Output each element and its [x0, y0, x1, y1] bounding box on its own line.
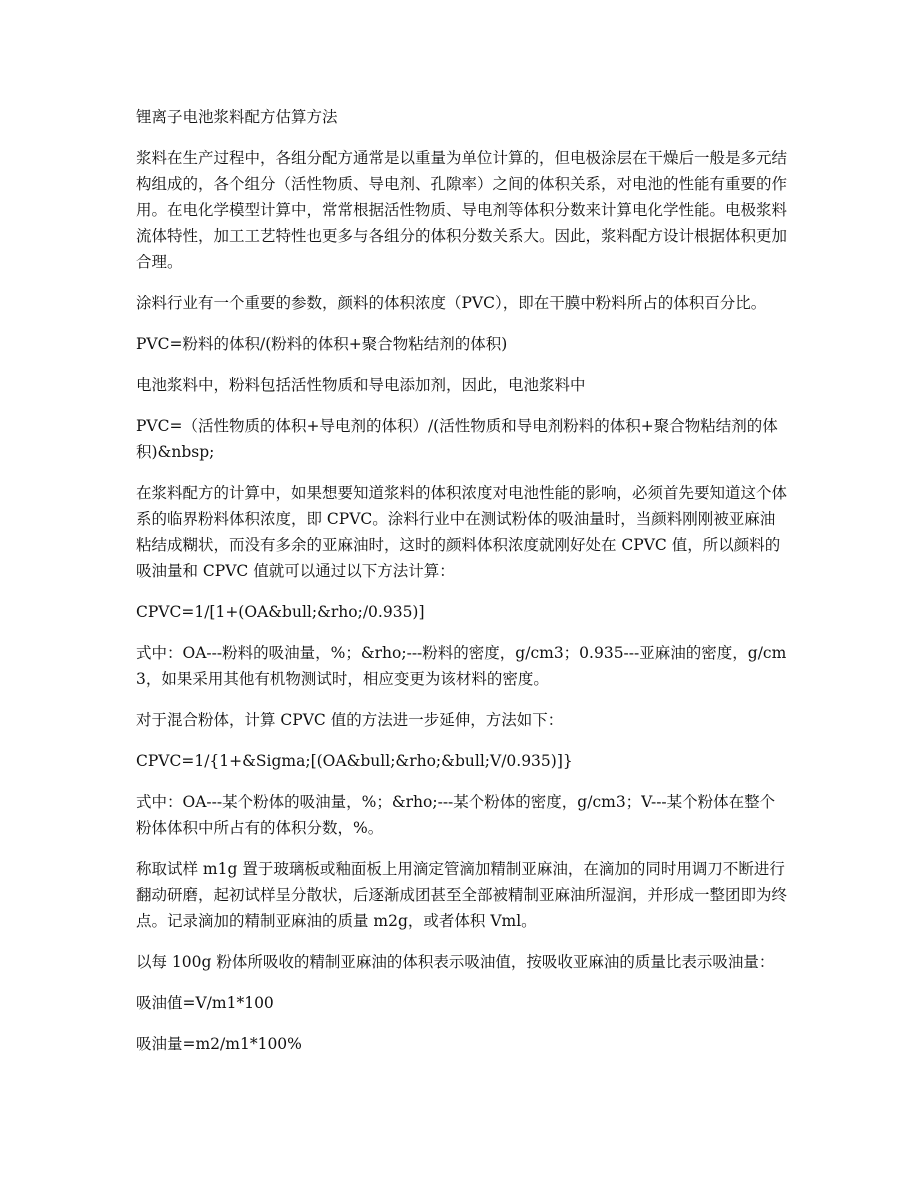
formula-pvc-battery: PVC=（活性物质的体积+导电剂的体积）/(活性物质和导电剂粉料的体积+聚合物粘结剂的体积)&nbsp; [136, 417, 778, 461]
paragraph-cpvc-legend: 式中：OA---粉料的吸油量，%；&rho;---粉料的密度，g/cm3；0.935---亚麻油的密度，g/cm3，如果采用其他有机物测试时，相应变更为该材料的密度。 [136, 644, 787, 688]
formula-oil-absorption-amount: 吸油量=m2/m1*100% [136, 1035, 302, 1053]
document-body [136, 104, 788, 1072]
paragraph-mixed-powder: 对于混合粉体，计算 CPVC 值的方法进一步延伸，方法如下： [136, 711, 564, 729]
paragraph-battery-slurry: 电池浆料中，粉料包括活性物质和导电添加剂，因此，电池浆料中 [136, 376, 586, 394]
formula-pvc: PVC=粉料的体积/(粉料的体积+聚合物粘结剂的体积) [136, 335, 508, 353]
formula-cpvc-mixed: CPVC=1/{1+&Sigma;[(OA&bull;&rho;&bull;V/0.935)]} [136, 752, 573, 770]
paragraph-intro: 浆料在生产过程中，各组分配方通常是以重量为单位计算的，但电极涂层在干燥后一般是多元结构组成的，各个组分（活性物质、导电剂、孔隙率）之间的体积关系，对电池的性能有重要的作用。在电化学模型计算中，常常根据活性物质、导电剂等体积分数来计算电化学性能。电极浆料流体特性，加工工艺特性也更多与各组分的体积分数关系大。因此，浆料配方设计根据体积更加合理。 [136, 149, 788, 271]
paragraph-test-procedure: 称取试样 m1g 置于玻璃板或釉面板上用滴定管滴加精制亚麻油，在滴加的同时用调刀不断进行翻动研磨，起初试样呈分散状，后逐渐成团甚至全部被精制亚麻油所湿润，并形成一整团即为终点。记录滴加的精制亚麻油的质量 m2g，或者体积 Vml。 [136, 860, 788, 930]
paragraph-cpvc-mixed-legend: 式中：OA---某个粉体的吸油量，%；&rho;---某个粉体的密度，g/cm3；V---某个粉体在整个粉体体积中所占有的体积分数，%。 [136, 793, 776, 837]
paragraph-cpvc: 在浆料配方的计算中，如果想要知道浆料的体积浓度对电池性能的影响，必须首先要知道这个体系的临界粉料体积浓度，即 CPVC。涂料行业中在测试粉体的吸油量时，当颜料刚刚被亚麻油粘结成糊状，而没有多余的亚麻油时，这时的颜料体积浓度就刚好处在 CPVC 值，所以颜料的吸油量和 CPVC 值就可以通过以下方法计算： [136, 484, 788, 580]
formula-oil-absorption-value: 吸油值=V/m1*100 [136, 994, 274, 1012]
paragraph-pvc-definition: 涂料行业有一个重要的参数，颜料的体积浓度（PVC），即在干膜中粉料所占的体积百分比。 [136, 294, 767, 312]
paragraph-oil-absorption-definition: 以每 100g 粉体所吸收的精制亚麻油的体积表示吸油值，按吸收亚麻油的质量比表示吸油量： [136, 953, 775, 971]
document-title: 锂离子电池浆料配方估算方法 [136, 108, 338, 126]
formula-cpvc: CPVC=1/[1+(OA&bull;&rho;/0.935)] [136, 603, 425, 621]
